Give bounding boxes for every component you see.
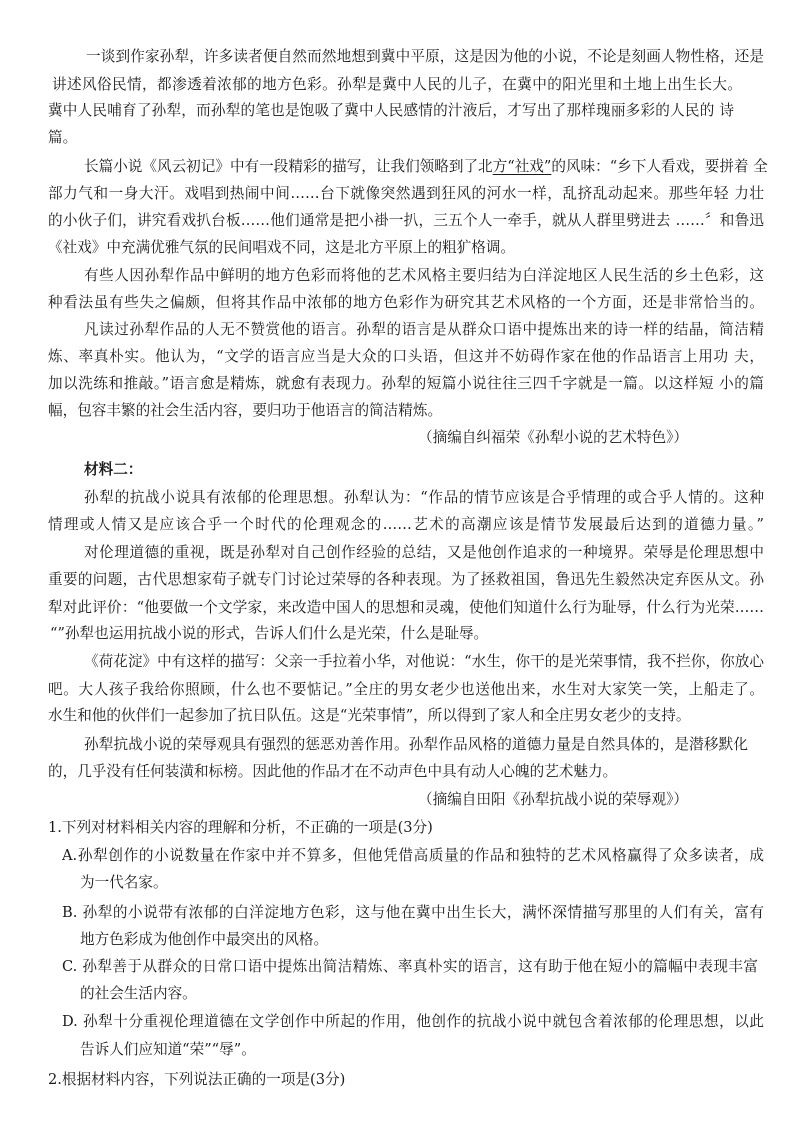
paragraph-line: 孙犁抗战小说的荣辱观具有强烈的惩恶劝善作用。孙犁作品风格的道德力量是自然具体的，是潜移默化 <box>84 736 748 753</box>
paragraph-line: 孙犁的抗战小说具有浓郁的伦理思想。孙犁认为：“作品的情节应该是合乎情理的或合乎人情的。这种 <box>84 489 764 506</box>
paragraph-line: 冀中人民哺育了孙犁，而孙犁的笔也是饱吸了冀中人民感情的汁液后，才写出了那样瑰丽多彩的人民的 诗 <box>48 102 734 119</box>
paragraph-line <box>84 158 768 176</box>
paragraph-line: 水生和他的伙伴们一起参加了抗日队伍。这是“光荣事情”，所以得到了家人和全庄男女老少的支持。 <box>48 707 691 724</box>
paragraph-line: 部力气和一身大汗。戏唱到热闹中间……台下就像突然遇到狂风的河水一样，乱挤乱动起来。那些年轻 力壮 <box>48 185 764 202</box>
citation: （摘编自纠福荣《孙犁小说的艺术特色》） <box>418 429 688 446</box>
paragraph-line: 凡读过孙犁作品的人无不赞赏他的语言。孙犁的语言是从群众口语中提炼出来的诗一样的结晶，简洁精 <box>84 321 764 338</box>
paragraph-line: “”孙犁也运用抗战小说的形式，告诉人们什么是光荣，什么是耻辱。 <box>50 625 489 642</box>
paragraph-line: 加以洗练和推敲。”语言愈是精炼，就愈有表现力。孙犁的短篇小说往往三四千字就是一篇。以这样短 小的篇 <box>48 375 764 392</box>
question-2-stem: 2.根据材料内容，下列说法正确的一项是(3分) <box>48 1071 346 1088</box>
paragraph-line: 情理或人情又是应该合乎一个时代的伦理观念的……艺术的高潮应该是情节发展最后达到的道德力量。” <box>48 516 764 533</box>
paragraph-line: 吧。大人孩子我给你照顾，什么也不要惦记。”全庄的男女老少也送他出来，水生对大家笑一笑，上船走了。 <box>48 681 764 698</box>
option-c-continued: 的社会生活内容。 <box>80 985 197 1002</box>
paragraph-line: 《荷花淀》中有这样的描写：父亲一手拉着小华，对他说：“水生，你干的是光荣事情，我不拦你，你放心 <box>84 653 764 670</box>
option-b-continued: 地方色彩成为他创作中最突出的风格。 <box>80 931 329 948</box>
paragraph-line: 有些人因孙犁作品中鲜明的地方色彩而将他的艺术风格主要归结为白洋淀地区人民生活的乡土色彩，这 <box>84 267 764 284</box>
section-heading: 材料二： <box>84 461 143 478</box>
paragraph-line: 《社戏》中充满优雅气氛的民间唱戏不同，这是北方平原上的粗犷格调。 <box>48 239 516 256</box>
paragraph-line: 篇。 <box>48 129 78 146</box>
paragraph-line: 一谈到作家孙犁，许多读者便自然而然地想到冀中平原，这是因为他的小说，不论是刻画人物性格，还是 <box>86 48 764 65</box>
paragraph-line: 的，几乎没有任何装潢和标榜。因此他的作品才在不动声色中具有动人心魄的艺术魅力。 <box>48 763 618 780</box>
underlined-text: 方“社戏” <box>492 158 552 175</box>
text-segment: 长篇小说《风云初记》中有一段精彩的描写，让我们领略到了北 <box>84 158 493 175</box>
paragraph-line: 种看法虽有些失之偏颇，但将其作品中浓郁的地方色彩作为研究其艺术风格的一个方面，还是非常恰当的。 <box>48 294 764 311</box>
paragraph-line: 的小伙子们，讲究看戏扒台板……他们通常是把小褂一扒，三五个人一牵手，就从人群里劈进去 ……〞和鲁迅 <box>48 212 764 229</box>
paragraph-line: 对伦理道德的重视，既是孙犁对自己创作经验的总结，又是他创作追求的一种境界。荣辱是伦理思想中 <box>84 544 764 561</box>
paragraph-line: 犁对此评价：“他要做一个文学家，来改造中国人的思想和灵魂，使他们知道什么行为耻辱，什么行为光荣…… <box>48 599 764 616</box>
option-b: B. 孙犁的小说带有浓郁的白洋淀地方色彩，这与他在冀中出生长大，满怀深情描写那里的人们有关，富有 <box>62 904 764 921</box>
option-d: D. 孙犁十分重视伦理道德在文学创作中所起的作用，他创作的抗战小说中就包含着浓郁的伦理思想，以此 <box>62 1013 764 1030</box>
question-1-stem: 1.下列对材料相关内容的理解和分析，不正确的一项是(3分) <box>48 819 433 836</box>
option-d-continued: 告诉人们应知道“荣”“辱”。 <box>80 1041 256 1058</box>
text-segment: 的风味：“乡下人看戏，要拼着 全 <box>551 158 768 175</box>
paragraph-line: 重要的问题，古代思想家荀子就专门讨论过荣辱的各种表现。为了拯救祖国，鲁迅先生毅然决定弃医从文。孙 <box>48 571 764 588</box>
paragraph-line: 讲述风俗民情，都渗透着浓郁的地方色彩。孙犁是冀中人民的儿子，在冀中的阳光里和土地上出生长大。 <box>52 76 742 93</box>
option-c: C. 孙犁善于从群众的日常口语中提炼出简洁精炼、率真朴实的语言，这有助于他在短小的篇幅中表现丰富 <box>62 958 758 975</box>
option-a: A.孙犁创作的小说数量在作家中并不算多，但他凭借高质量的作品和独特的艺术风格赢得了众多读者，成 <box>62 847 764 864</box>
option-a-continued: 为一代名家。 <box>80 874 168 891</box>
paragraph-line: 炼、率真朴实。他认为，“文学的语言应当是大众的口头语，但这并不妨碍作家在他的作品语言上用功 夫， <box>48 348 764 365</box>
paragraph-line: 幅，包容丰繁的社会生活内容，要归功于他语言的简洁精炼。 <box>48 402 443 419</box>
citation: （摘编自田阳《孙犁抗战小说的荣辱观》） <box>418 791 688 808</box>
